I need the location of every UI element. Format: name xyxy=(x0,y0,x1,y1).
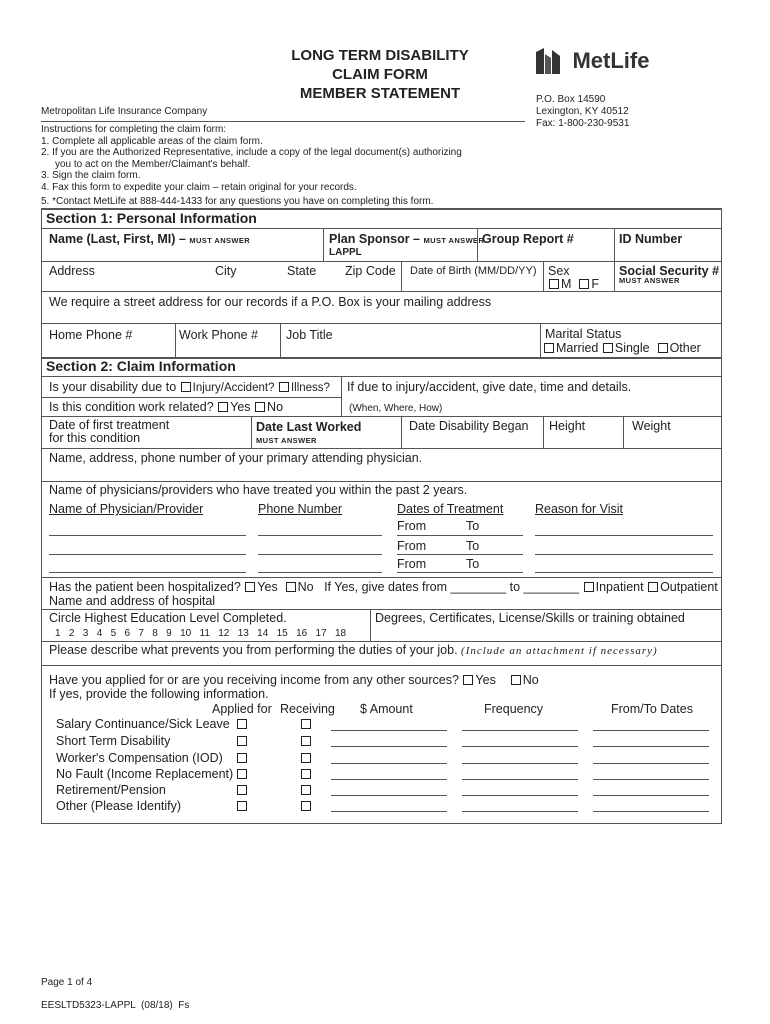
injury-detail-label: If due to injury/accident, give date, time and details. xyxy=(347,380,632,394)
form-title xyxy=(270,46,490,103)
amount-field[interactable] xyxy=(331,779,447,780)
amount-field[interactable] xyxy=(331,795,447,796)
height-label: Height xyxy=(549,419,586,433)
receiving-checkbox[interactable] xyxy=(301,753,311,763)
attachment-note: (Include an attachment if necessary) xyxy=(461,645,658,657)
frequency-field[interactable] xyxy=(462,811,578,812)
provider-phone-field[interactable] xyxy=(258,572,382,573)
city-line: Lexington, KY 40512 xyxy=(536,106,629,117)
sex-f-checkbox[interactable] xyxy=(579,279,589,289)
receiving-checkbox[interactable] xyxy=(301,736,311,746)
hospital-name-label: Name and address of hospital xyxy=(49,594,216,608)
amount-field[interactable] xyxy=(331,746,447,747)
receiving-checkbox[interactable] xyxy=(301,801,311,811)
receiving-checkbox[interactable] xyxy=(301,785,311,795)
frequency-field[interactable] xyxy=(462,779,578,780)
to-label: To xyxy=(466,557,480,571)
col-provider: Name of Physician/Provider xyxy=(49,502,204,516)
applied-checkbox[interactable] xyxy=(237,785,247,795)
provider-phone-field[interactable] xyxy=(258,554,382,555)
provider-name-field[interactable] xyxy=(49,554,246,555)
date-disability-began-label: Date Disability Began xyxy=(409,419,529,433)
name-input[interactable] xyxy=(49,250,319,260)
applied-checkbox[interactable] xyxy=(237,801,247,811)
when-where-how: (When, Where, How) xyxy=(349,403,443,414)
married-checkbox[interactable] xyxy=(544,343,554,353)
amount-field[interactable] xyxy=(331,763,447,764)
marital-status-label: Marital Status xyxy=(545,327,622,341)
amount-field[interactable] xyxy=(331,730,447,731)
reason-field[interactable] xyxy=(535,572,713,573)
income-type-label: Other (Please Identify) xyxy=(56,799,182,813)
to-label: To xyxy=(466,519,480,533)
col-reason: Reason for Visit xyxy=(535,502,624,516)
work-related-yes-checkbox[interactable] xyxy=(218,402,228,412)
receiving-checkbox[interactable] xyxy=(301,719,311,729)
instructions xyxy=(41,124,462,207)
logo-text: MetLife xyxy=(572,48,650,73)
work-phone-label: Work Phone # xyxy=(179,328,258,342)
to-label: To xyxy=(466,539,480,553)
work-related-no-checkbox[interactable] xyxy=(255,402,265,412)
disability-due-question: Is your disability due to Injury/Accident? Illness? xyxy=(49,380,330,394)
job-title-label: Job Title xyxy=(286,328,333,342)
primary-physician-label: Name, address, phone number of your primary attending physician. xyxy=(49,451,423,465)
applied-checkbox[interactable] xyxy=(237,769,247,779)
section1-title: Section 1: Personal Information xyxy=(46,210,257,226)
from-label: From xyxy=(397,557,427,571)
income-type-label: Retirement/Pension xyxy=(56,783,166,797)
hospitalized-no-checkbox[interactable] xyxy=(286,582,296,592)
page-number: Page 1 of 4 xyxy=(41,977,93,988)
dates-field[interactable] xyxy=(593,763,709,764)
metlife-logo xyxy=(536,48,649,74)
must-answer: MUST ANSWER xyxy=(189,236,251,245)
from-label: From xyxy=(397,539,427,553)
home-phone-label: Home Phone # xyxy=(49,328,133,342)
provider-name-field[interactable] xyxy=(49,535,246,536)
po-box: P.O. Box 14590 xyxy=(536,94,606,105)
state-label: State xyxy=(287,264,317,278)
amount-field[interactable] xyxy=(331,811,447,812)
other-checkbox[interactable] xyxy=(658,343,668,353)
reason-field[interactable] xyxy=(535,535,713,536)
dates-field[interactable] xyxy=(593,746,709,747)
title-line-3: MEMBER STATEMENT xyxy=(299,85,461,102)
outpatient-checkbox[interactable] xyxy=(648,582,658,592)
applied-checkbox[interactable] xyxy=(237,719,247,729)
form-code: EESLTD5323-LAPPL (08/18) Fs xyxy=(41,1000,190,1011)
applied-checkbox[interactable] xyxy=(237,753,247,763)
illness-checkbox[interactable] xyxy=(279,382,289,392)
section2-title: Section 2: Claim Information xyxy=(46,358,236,374)
dates-field[interactable] xyxy=(593,811,709,812)
address-label: Address xyxy=(49,264,95,278)
weight-label: Weight xyxy=(632,419,671,433)
instruction-item: 1. Complete all applicable areas of the claim form. xyxy=(41,135,263,147)
mailing-address xyxy=(536,94,629,130)
receiving-header: Receiving xyxy=(280,702,335,716)
provider-name-field[interactable] xyxy=(49,572,246,573)
dob-label: Date of Birth (MM/DD/YY) xyxy=(410,265,537,277)
title-line-1: LONG TERM DISABILITY xyxy=(291,47,469,64)
treatment-dates-field[interactable] xyxy=(397,535,523,536)
degrees-label: Degrees, Certificates, License/Skills or training obtained xyxy=(375,611,685,625)
frequency-field[interactable] xyxy=(462,795,578,796)
from-to-dates-header: From/To Dates xyxy=(611,702,693,716)
provider-phone-field[interactable] xyxy=(258,535,382,536)
group-report-label: Group Report # xyxy=(482,232,574,246)
plan-sponsor-value: LAPPL xyxy=(329,247,362,258)
frequency-header: Frequency xyxy=(484,702,544,716)
frequency-field[interactable] xyxy=(462,763,578,764)
ssn-must-answer: MUST ANSWER xyxy=(619,276,680,285)
date-last-worked-label: Date Last Worked xyxy=(256,420,362,434)
income-followup: If yes, provide the following information. xyxy=(49,687,269,701)
treatment-dates-field[interactable] xyxy=(397,554,523,555)
ssn-label: Social Security # xyxy=(619,264,720,278)
instructions-heading: Instructions for completing the claim form: xyxy=(41,124,227,135)
sex-options: M F xyxy=(548,277,599,291)
income-question: Have you applied for or are you receiving income from any other sources? Yes No xyxy=(49,673,539,687)
col-dates: Dates of Treatment xyxy=(397,502,504,516)
injury-checkbox[interactable] xyxy=(181,382,191,392)
applied-checkbox[interactable] xyxy=(237,736,247,746)
hospitalized-question: Has the patient been hospitalized? Yes No If Yes, give dates from ________ to ________ Inpatient Outpatient xyxy=(49,580,718,594)
education-label: Circle Highest Education Level Completed. xyxy=(49,611,287,625)
inpatient-checkbox[interactable] xyxy=(584,582,594,592)
frequency-field[interactable] xyxy=(462,746,578,747)
education-levels[interactable]: 1 2 3 4 5 6 7 8 9 10 11 12 13 14 15 16 17 18 xyxy=(55,628,347,639)
receiving-checkbox[interactable] xyxy=(301,769,311,779)
dates-field[interactable] xyxy=(593,730,709,731)
single-checkbox[interactable] xyxy=(603,343,613,353)
treatment-dates-field[interactable] xyxy=(397,572,523,573)
fax-number: Fax: 1-800-230-9531 xyxy=(536,118,630,129)
sex-label: Sex xyxy=(548,264,570,278)
street-address-note: We require a street address for our records if a P.O. Box is your mailing address xyxy=(49,295,492,309)
dates-field[interactable] xyxy=(593,795,709,796)
last-worked-must-answer: MUST ANSWER xyxy=(256,436,317,445)
hospital-dates: If Yes, give dates from ________ to ________ xyxy=(324,580,580,594)
city-label: City xyxy=(215,264,237,278)
physicians-heading: Name of physicians/providers who have treated you within the past 2 years. xyxy=(49,483,468,497)
amount-header: $ Amount xyxy=(360,702,413,716)
income-type-label: No Fault (Income Replacement) xyxy=(56,767,234,781)
income-type-label: Worker's Compensation (IOD) xyxy=(56,751,223,765)
name-label: Name (Last, First, MI) – MUST ANSWER xyxy=(49,232,251,246)
reason-field[interactable] xyxy=(535,554,713,555)
first-treatment-label: Date of first treatment for this condition xyxy=(49,418,170,445)
income-no-checkbox[interactable] xyxy=(511,675,521,685)
zip-label: Zip Code xyxy=(345,264,396,278)
applied-for-header: Applied for xyxy=(212,702,272,716)
dates-field[interactable] xyxy=(593,779,709,780)
from-label: From xyxy=(397,519,427,533)
title-line-2: CLAIM FORM xyxy=(332,66,428,83)
metlife-logo-icon xyxy=(536,48,566,74)
hospitalized-yes-checkbox[interactable] xyxy=(245,582,255,592)
id-number-label: ID Number xyxy=(619,232,683,246)
plan-sponsor-label: Plan Sponsor – MUST ANSWER xyxy=(329,232,485,246)
marital-options: Married Single Other xyxy=(543,341,701,355)
sex-m-checkbox[interactable] xyxy=(549,279,559,289)
instruction-item: you to act on the Member/Claimant's behalf. xyxy=(55,158,251,170)
col-phone: Phone Number xyxy=(258,502,343,516)
frequency-field[interactable] xyxy=(462,730,578,731)
instruction-item: 4. Fax this form to expedite your claim – retain original for your records. xyxy=(41,181,357,193)
company-name: Metropolitan Life Insurance Company xyxy=(41,106,208,117)
instruction-item: 2. If you are the Authorized Representative, include a copy of the legal document(s) authorizing xyxy=(41,147,462,159)
instruction-item: 3. Sign the claim form. xyxy=(41,170,141,182)
income-yes-checkbox[interactable] xyxy=(463,675,473,685)
prevents-label: Please describe what prevents you from performing the duties of your job. (Include an attachment if necessary) xyxy=(49,643,658,657)
income-type-label: Short Term Disability xyxy=(56,734,171,748)
work-related-question: Is this condition work related? Yes No xyxy=(49,400,284,414)
instruction-item: 5. *Contact MetLife at 888-444-1433 for any questions you have on completing this form. xyxy=(41,195,434,207)
income-type-label: Salary Continuance/Sick Leave xyxy=(56,717,230,731)
